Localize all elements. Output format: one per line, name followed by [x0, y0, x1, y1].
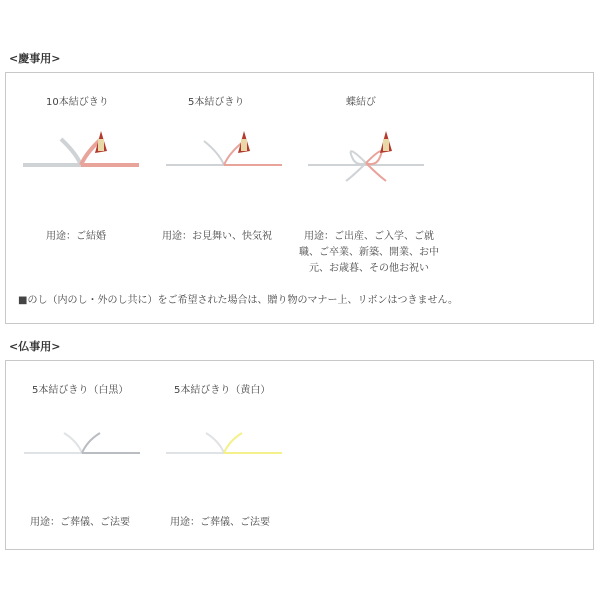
usage-10-musubikiri: 用途：ご結婚 — [46, 231, 106, 242]
item-title-5-musubikiri: 5本結びきり — [188, 97, 245, 108]
celebration-heading: <慶事用> — [9, 52, 61, 65]
usage-chomusubi-line-2: 職、ご卒業、新築、開業、お中 — [299, 247, 439, 258]
item-title-shirokuro: 5本結びきり（白黒） — [32, 385, 129, 396]
usage-chomusubi-line-1: 用途：ご出産、ご入学、ご就 — [304, 231, 434, 242]
usage-shirokuro: 用途：ご葬儀、ご法要 — [30, 517, 130, 528]
item-title-kishiro: 5本結びきり（黄白） — [174, 385, 271, 396]
usage-kishiro: 用途：ご葬儀、ご法要 — [170, 517, 270, 528]
mizuhiki-chomusubi-icon — [306, 123, 426, 183]
usage-5-musubikiri: 用途：お見舞い、快気祝 — [162, 231, 272, 242]
mizuhiki-shirokuro-icon — [22, 411, 142, 467]
mizuhiki-5-musubikiri-icon — [164, 123, 284, 179]
celebration-panel — [5, 72, 594, 324]
condolence-heading: <仏事用> — [9, 340, 61, 353]
mizuhiki-kishiro-icon — [164, 411, 284, 467]
item-title-chomusubi: 蝶結び — [346, 97, 376, 108]
condolence-panel — [5, 360, 594, 550]
mizuhiki-10-musubikiri-icon — [21, 123, 141, 179]
item-title-10-musubikiri: 10本結びきり — [46, 97, 109, 108]
noshi-notice: ■のし（内のし・外のし共に）をご希望された場合は、贈り物のマナー上、リボンはつきません。 — [18, 295, 459, 306]
usage-chomusubi — [294, 229, 444, 277]
usage-chomusubi-line-3: 元、お歳暮、その他お祝い — [309, 263, 429, 274]
